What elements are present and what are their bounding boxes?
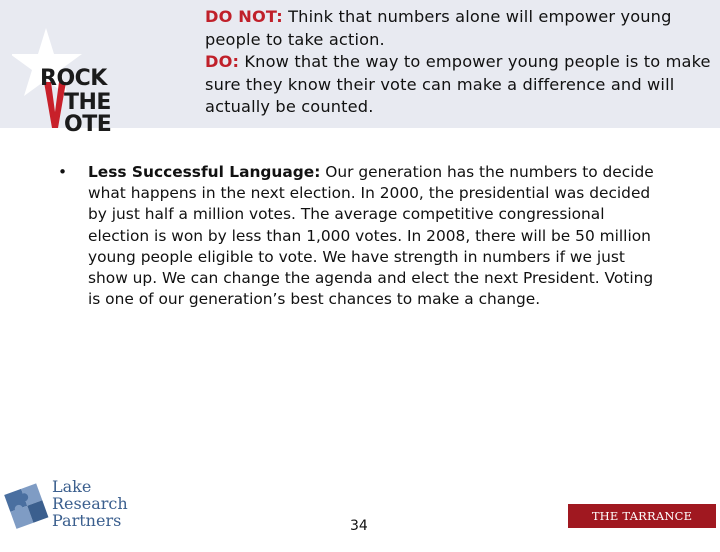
rtv-word-rock: ROCK: [40, 66, 107, 91]
bullet-marker: •: [58, 163, 68, 181]
lrp-wordmark: [52, 478, 128, 529]
rtv-word-the: THE: [64, 90, 111, 115]
do-text: Know that the way to empower young people is to make sure they know their vote can make a difference and will actually be counted.: [205, 52, 711, 116]
do-not-text: Think that numbers alone will empower young people to take action.: [205, 7, 672, 49]
tarrance-group-logo: THE TARRANCE GROUP: [568, 504, 716, 528]
lrp-word-partners: Partners: [52, 511, 122, 530]
page-number: 34: [350, 518, 368, 534]
do-dont-guidance: [205, 6, 717, 119]
lake-research-partners-logo: [4, 478, 154, 536]
lrp-word-lake: Lake: [52, 477, 92, 496]
do-label: DO:: [205, 52, 240, 71]
bullet-text: Our generation has the numbers to decide what happens in the next election. In 2000, the presidential was decided by just half a million votes. The average competitive congressional election is won by less than 1,000 votes. In 2008, there will be 50 million young people eligible to vote. We have strength in numbers if we just show up. We can change the agenda and elect the next President. Voting is one of our generation’s best chances to make a change.: [88, 163, 654, 309]
rock-the-vote-logo: [12, 14, 162, 137]
lrp-word-research: Research: [52, 494, 128, 513]
rtv-word-ote: OTE: [64, 112, 112, 137]
puzzle-piece-icon: [4, 478, 50, 536]
bullet-body: [88, 162, 668, 310]
bullet-lead: Less Successful Language:: [88, 163, 321, 181]
do-not-label: DO NOT:: [205, 7, 283, 26]
